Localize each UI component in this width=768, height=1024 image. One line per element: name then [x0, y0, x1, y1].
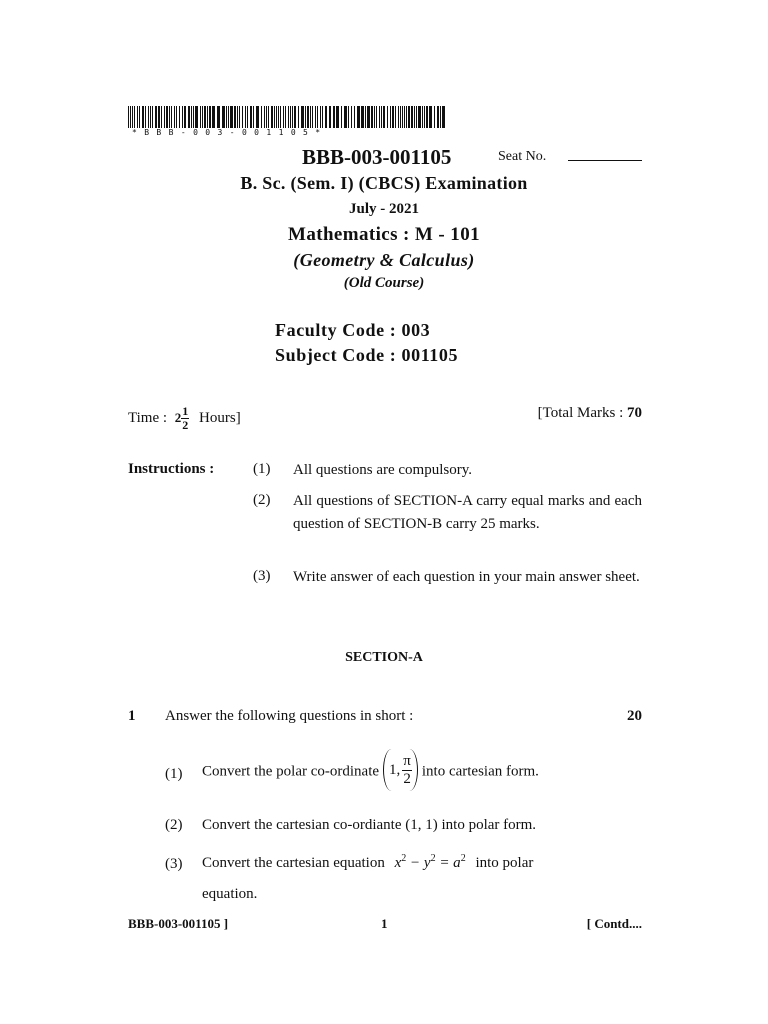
barcode-bar	[217, 106, 220, 128]
barcode-bar	[411, 106, 413, 128]
barcode-bar	[204, 106, 206, 128]
barcode-bar	[422, 106, 423, 128]
barcode-bar	[365, 106, 366, 128]
barcode-bar	[354, 106, 355, 128]
time-numerator: 1	[182, 404, 189, 418]
barcode-bar	[416, 106, 417, 128]
polar-point	[383, 749, 418, 791]
sub-question-text: Convert the cartesian co-ordiante (1, 1) into polar form.	[202, 817, 537, 833]
barcode-bar	[188, 106, 190, 128]
barcode-bar	[202, 106, 203, 128]
barcode-bar	[137, 106, 138, 128]
barcode-bar	[381, 106, 382, 128]
barcode-bar	[169, 106, 170, 128]
barcode-bar	[283, 106, 284, 128]
barcode-bar	[437, 106, 439, 128]
barcode-bar	[200, 106, 201, 128]
barcode-bar	[278, 106, 279, 128]
barcode-bar	[310, 106, 311, 128]
barcode-bar	[268, 106, 269, 128]
barcode-bar	[171, 106, 172, 128]
barcode-bar	[174, 106, 175, 128]
barcode-bar	[237, 106, 238, 128]
barcode-bar	[322, 106, 323, 128]
barcode-bar	[374, 106, 375, 128]
polar-theta	[402, 753, 412, 788]
barcode-bar	[398, 106, 399, 128]
barcode-bar	[288, 106, 289, 128]
barcode-bar	[344, 106, 347, 128]
page-number: 1	[381, 916, 388, 931]
barcode-bar	[367, 106, 370, 128]
sub-question-post: into cartesian form.	[421, 763, 539, 780]
barcode-bar	[155, 106, 157, 128]
barcode-bar	[145, 106, 146, 128]
barcode-bar	[348, 106, 349, 128]
barcode-bar	[207, 106, 208, 128]
barcode-bar	[245, 106, 246, 128]
barcode-bar	[184, 106, 186, 128]
barcode-bar	[191, 106, 192, 128]
barcode-bar	[161, 106, 162, 128]
sub-question-continuation: equation.	[202, 886, 258, 902]
barcode-bar	[152, 106, 153, 128]
barcode-bar	[274, 106, 275, 128]
barcode-bar	[418, 106, 421, 128]
subject-title: Mathematics : M - 101	[287, 224, 480, 245]
question-text: Answer the following questions in short :	[165, 708, 414, 724]
barcode-bar	[333, 106, 335, 128]
barcode-bar	[148, 106, 149, 128]
barcode-bar	[414, 106, 415, 128]
question-number: 1	[128, 708, 136, 724]
cartesian-equation: $x^2 - y^2 = a^2$	[394, 853, 466, 871]
barcode-bar	[158, 106, 160, 128]
barcode-bar	[253, 106, 254, 128]
barcode-bar	[212, 106, 215, 128]
barcode-bar	[166, 106, 168, 128]
barcode-bar	[234, 106, 236, 128]
barcode-bar	[317, 106, 318, 128]
barcode-text: *BBB-003-001105*	[132, 128, 328, 137]
barcode-bar	[424, 106, 425, 128]
barcode-bar	[164, 106, 165, 128]
barcode-bar	[341, 106, 342, 128]
barcode-bar	[139, 106, 140, 128]
continued-label: [ Contd....	[586, 916, 642, 931]
barcode-bar	[301, 106, 304, 128]
barcode-bar	[247, 106, 248, 128]
barcode-bar	[130, 106, 131, 128]
barcode-bar	[390, 106, 391, 128]
total-marks	[538, 405, 642, 422]
seat-label: Seat No.	[498, 149, 547, 164]
barcode-bar	[292, 106, 293, 128]
barcode-bar	[264, 106, 265, 128]
barcode-bar	[182, 106, 183, 128]
sub-question-number: (2)	[165, 817, 183, 833]
barcode-bar	[357, 106, 360, 128]
barcode-bar	[150, 106, 151, 128]
barcode-bar	[336, 106, 339, 128]
instruction-number: (3)	[253, 568, 271, 584]
barcode-bar	[242, 106, 243, 128]
instructions-heading: Instructions :	[128, 461, 215, 477]
barcode-bar	[261, 106, 262, 128]
barcode-bar	[298, 106, 299, 128]
paper-code: BBB-003-001105	[302, 145, 452, 169]
sub-question-number: (1)	[165, 766, 183, 782]
sub-question-pre: Convert the polar co-ordinate	[202, 763, 380, 780]
barcode-bar	[329, 106, 331, 128]
barcode-bar	[305, 106, 306, 128]
barcode-bar	[376, 106, 377, 128]
barcode-bar	[442, 106, 445, 128]
barcode-bar	[176, 106, 177, 128]
footer-paper-code: BBB-003-001105 ]	[128, 916, 229, 931]
pi-denominator: 2	[403, 770, 411, 787]
exam-date: July - 2021	[348, 201, 419, 217]
sub-question-number: (3)	[165, 856, 183, 872]
barcode-bar	[134, 106, 135, 128]
time-unit: Hours]	[199, 409, 241, 426]
barcode-bar	[226, 106, 227, 128]
barcode-bar	[361, 106, 364, 128]
course-type: (Old Course)	[343, 275, 425, 291]
subject-code: Subject Code : 001105	[275, 345, 459, 365]
barcode-bar	[429, 106, 432, 128]
barcode-bar	[434, 106, 435, 128]
barcode-bar	[193, 106, 194, 128]
barcode-bar	[351, 106, 352, 128]
seat-number-line	[568, 160, 642, 161]
total-marks-value: 70	[627, 405, 642, 421]
polar-r: 1,	[389, 762, 401, 778]
barcode	[128, 106, 446, 128]
question-marks: 20	[627, 708, 642, 724]
barcode-bar	[402, 106, 403, 128]
sub-question-post: into polar	[475, 855, 534, 871]
time-whole: 2	[174, 409, 182, 425]
instruction-text: All questions of SECTION-A carry equal marks and each question of SECTION-B carry 25 marks.	[293, 493, 642, 532]
barcode-bar	[383, 106, 385, 128]
barcode-bar	[379, 106, 380, 128]
section-title: SECTION-A	[345, 650, 423, 665]
barcode-bar	[256, 106, 259, 128]
barcode-bar	[285, 106, 286, 128]
barcode-bar	[209, 106, 211, 128]
barcode-bar	[307, 106, 309, 128]
barcode-bar	[239, 106, 240, 128]
barcode-bar	[280, 106, 281, 128]
barcode-bar	[132, 106, 133, 128]
sub-question-text	[202, 751, 539, 793]
barcode-bar	[404, 106, 405, 128]
barcode-bar	[222, 106, 225, 128]
barcode-bar	[290, 106, 291, 128]
barcode-bar	[320, 106, 321, 128]
time-label: Time :	[128, 409, 168, 426]
instruction-text: Write answer of each question in your main answer sheet.	[293, 569, 640, 585]
barcode-bar	[266, 106, 267, 128]
instruction-number: (2)	[253, 492, 271, 508]
total-marks-label: [Total Marks :	[537, 405, 624, 421]
sub-question-text	[202, 853, 642, 872]
exam-title: B. Sc. (Sem. I) (CBCS) Examination	[240, 173, 528, 193]
paper-title: (Geometry & Calculus)	[293, 250, 475, 270]
barcode-bar	[142, 106, 144, 128]
barcode-bar	[128, 106, 129, 128]
barcode-bar	[392, 106, 394, 128]
time-fraction	[181, 405, 189, 432]
barcode-bar	[294, 106, 296, 128]
barcode-bar	[271, 106, 273, 128]
pi-symbol: π	[403, 752, 411, 769]
barcode-bar	[408, 106, 410, 128]
barcode-bar	[230, 106, 233, 128]
barcode-bar	[387, 106, 388, 128]
barcode-bar	[440, 106, 441, 128]
barcode-bar	[315, 106, 316, 128]
barcode-bar	[276, 106, 277, 128]
barcode-bar	[179, 106, 180, 128]
barcode-bar	[426, 106, 428, 128]
barcode-bar	[325, 106, 327, 128]
barcode-bar	[312, 106, 313, 128]
instruction-text: All questions are compulsory.	[293, 462, 472, 478]
faculty-code: Faculty Code : 003	[275, 320, 431, 340]
barcode-bar	[195, 106, 198, 128]
barcode-bar	[400, 106, 401, 128]
time-denominator: 2	[182, 418, 189, 432]
barcode-bar	[406, 106, 407, 128]
barcode-bar	[371, 106, 373, 128]
sub-question-pre: Convert the cartesian equation	[202, 855, 385, 871]
barcode-bar	[228, 106, 229, 128]
time-allowed	[128, 405, 241, 432]
barcode-bar	[395, 106, 396, 128]
instruction-number: (1)	[253, 461, 271, 477]
barcode-bar	[250, 106, 252, 128]
